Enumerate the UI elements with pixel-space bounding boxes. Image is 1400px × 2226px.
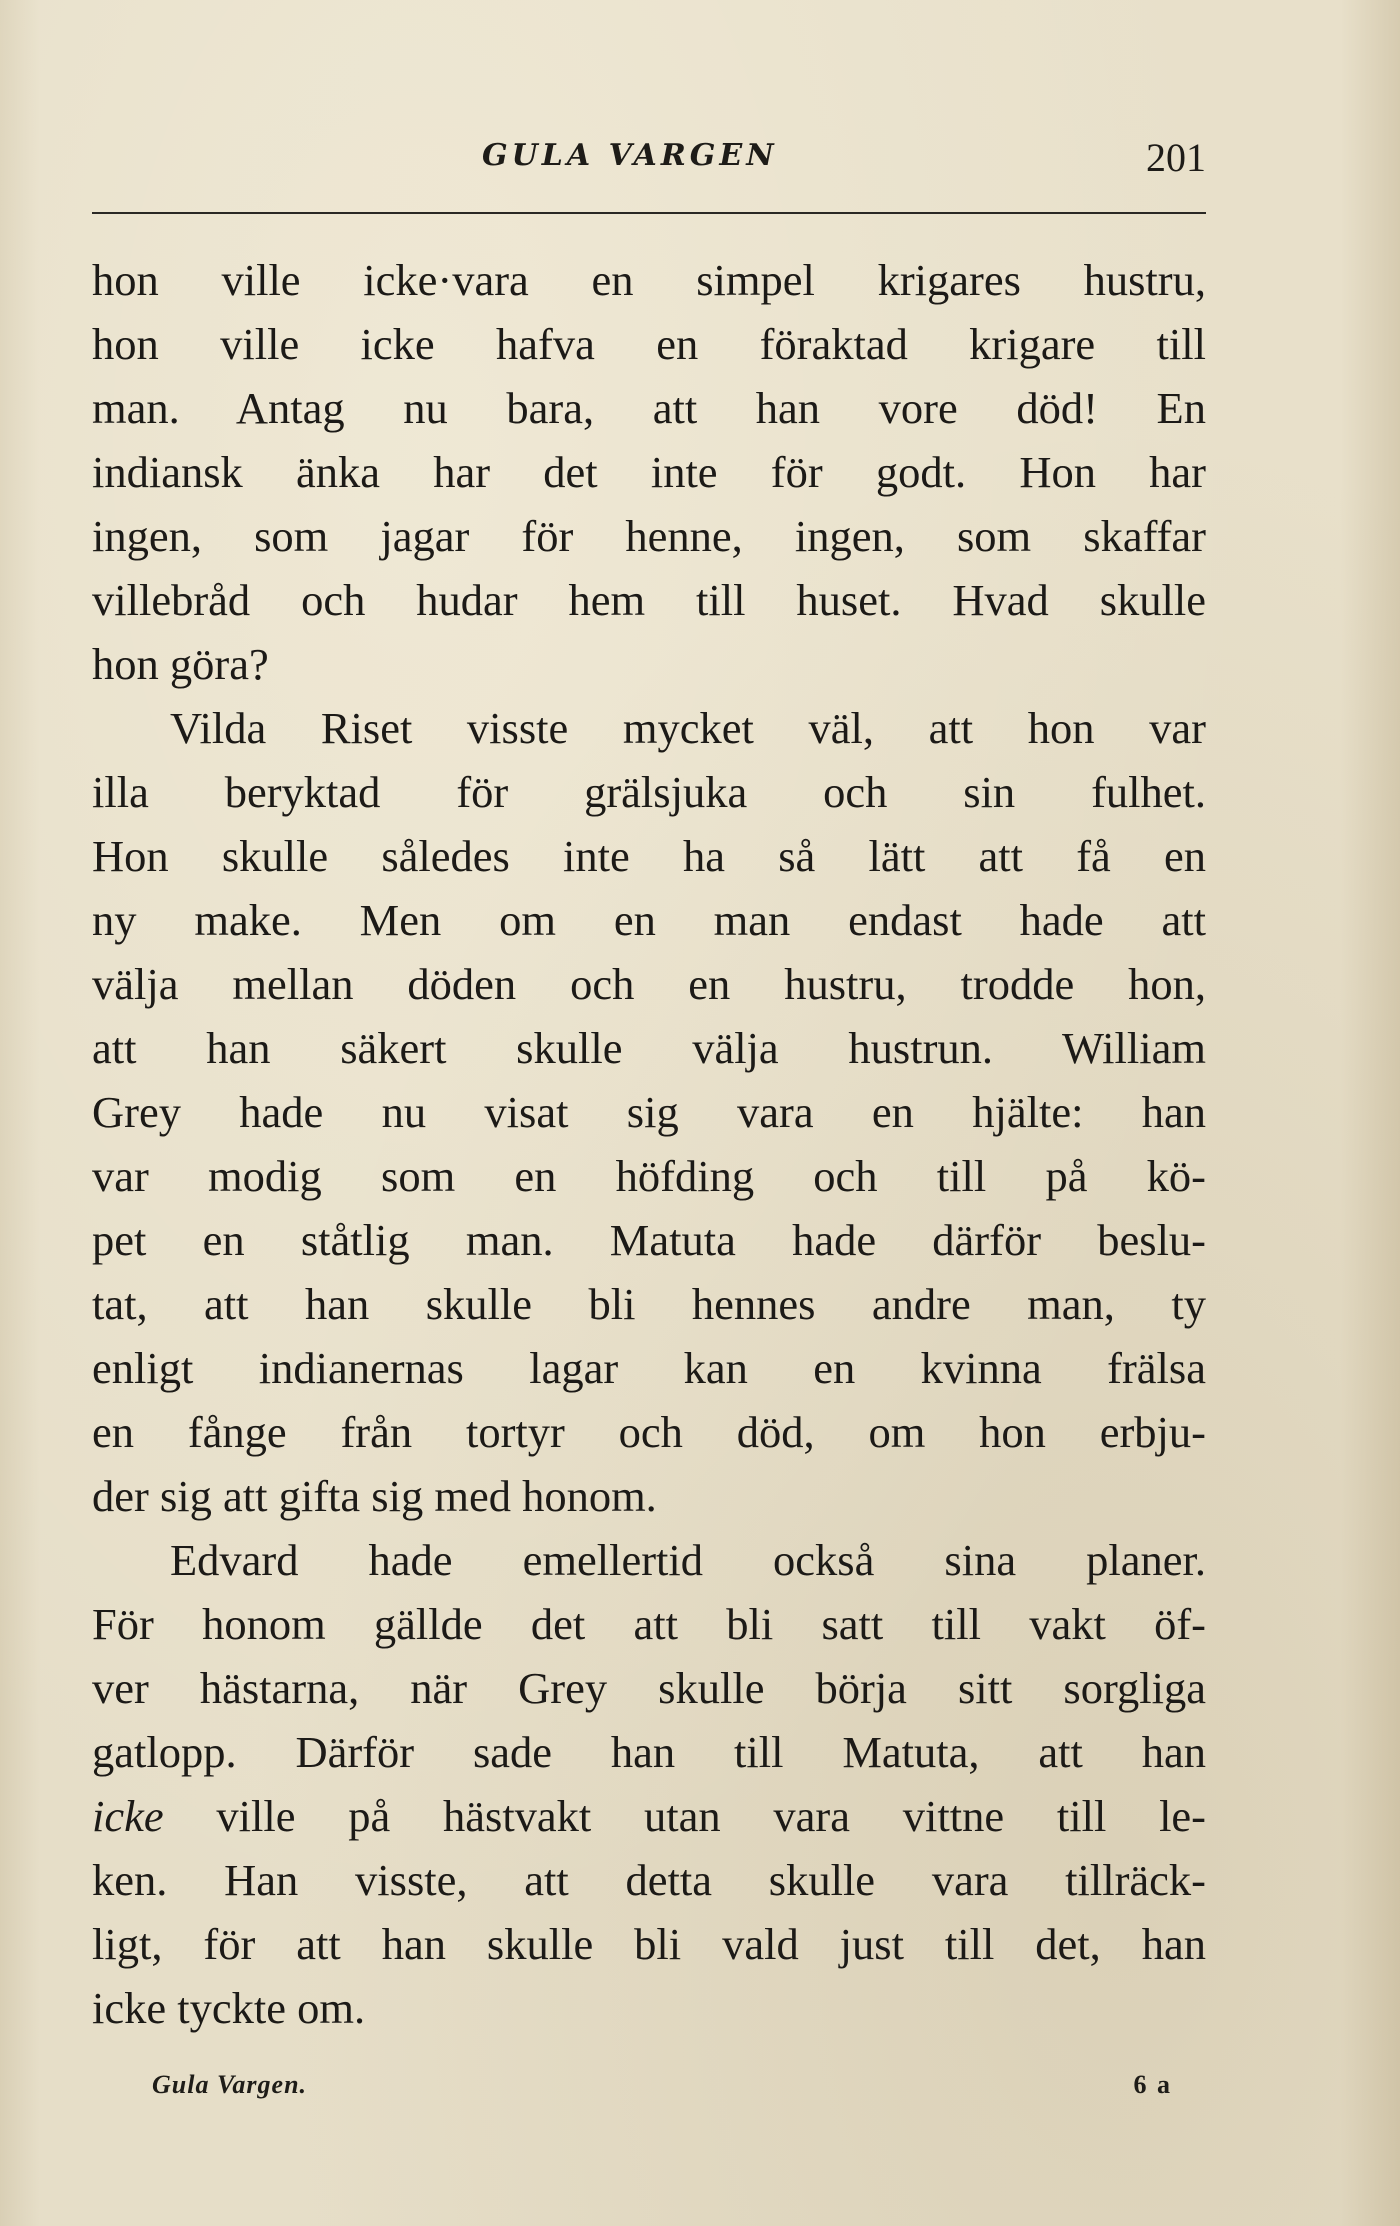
text-line: Vilda Riset visste mycket väl, att hon var	[170, 703, 1206, 753]
text-line-rest: ville på hästvakt utan vara vittne till le-	[216, 1791, 1207, 1841]
text-line: pet en ståtlig man. Matuta hade därför beslu-	[92, 1215, 1206, 1265]
text-line: tat, att han skulle bli hennes andre man, ty	[92, 1279, 1206, 1329]
text-line: gatlopp. Därför sade han till Matuta, att han	[92, 1727, 1206, 1777]
text-line: icke tyckte om.	[92, 1983, 366, 2033]
text-line: ken. Han visste, att detta skulle vara tillräck-	[92, 1855, 1206, 1905]
text-line: hon ville icke·vara en simpel krigares hustru,	[92, 255, 1206, 305]
text-line: ligt, för att han skulle bli vald just till det, han	[92, 1919, 1206, 1969]
footer-book-title: Gula Vargen.	[152, 2070, 308, 2099]
text-line: För honom gällde det att bli satt till vakt öf-	[92, 1599, 1206, 1649]
text-line: välja mellan döden och en hustru, trodde hon,	[92, 959, 1206, 1009]
text-line: ny make. Men om en man endast hade att	[92, 895, 1206, 945]
text-line: att han säkert skulle välja hustrun. William	[92, 1023, 1206, 1073]
header-rule	[92, 212, 1206, 214]
text-line: var modig som en höfding och till på kö-	[92, 1151, 1206, 1201]
text-line: enligt indianernas lagar kan en kvinna frälsa	[92, 1343, 1206, 1393]
signature-mark: 6 a	[1133, 2070, 1172, 2099]
text-line-with-italic	[92, 1784, 1206, 1848]
page-number: 201	[1146, 135, 1206, 180]
text-line: Hon skulle således inte ha så lätt att få en	[92, 831, 1206, 881]
text-line: indiansk änka har det inte för godt. Hon har	[92, 447, 1206, 497]
text-line: hon ville icke hafva en föraktad krigare till	[92, 319, 1206, 369]
body-text	[92, 248, 1206, 2040]
text-line: illa beryktad för grälsjuka och sin fulhet.	[92, 767, 1206, 817]
text-line: hon göra?	[92, 639, 269, 689]
text-line: Grey hade nu visat sig vara en hjälte: han	[92, 1087, 1206, 1137]
page-footer	[152, 2070, 1172, 2110]
text-line: Edvard hade emellertid också sina planer.	[170, 1535, 1206, 1585]
text-line: villebråd och hudar hem till huset. Hvad skulle	[92, 575, 1206, 625]
text-line: ver hästarna, när Grey skulle börja sitt sorgliga	[92, 1663, 1206, 1713]
text-line: ingen, som jagar för henne, ingen, som skaffar	[92, 511, 1206, 561]
text-line: en fånge från tortyr och död, om hon erbju-	[92, 1407, 1206, 1457]
italic-word: icke	[92, 1791, 164, 1841]
text-line: man. Antag nu bara, att han vore död! En	[92, 383, 1206, 433]
running-title: GULA VARGEN	[482, 138, 778, 173]
page-header	[92, 135, 1206, 198]
text-line: der sig att gifta sig med honom.	[92, 1471, 657, 1521]
